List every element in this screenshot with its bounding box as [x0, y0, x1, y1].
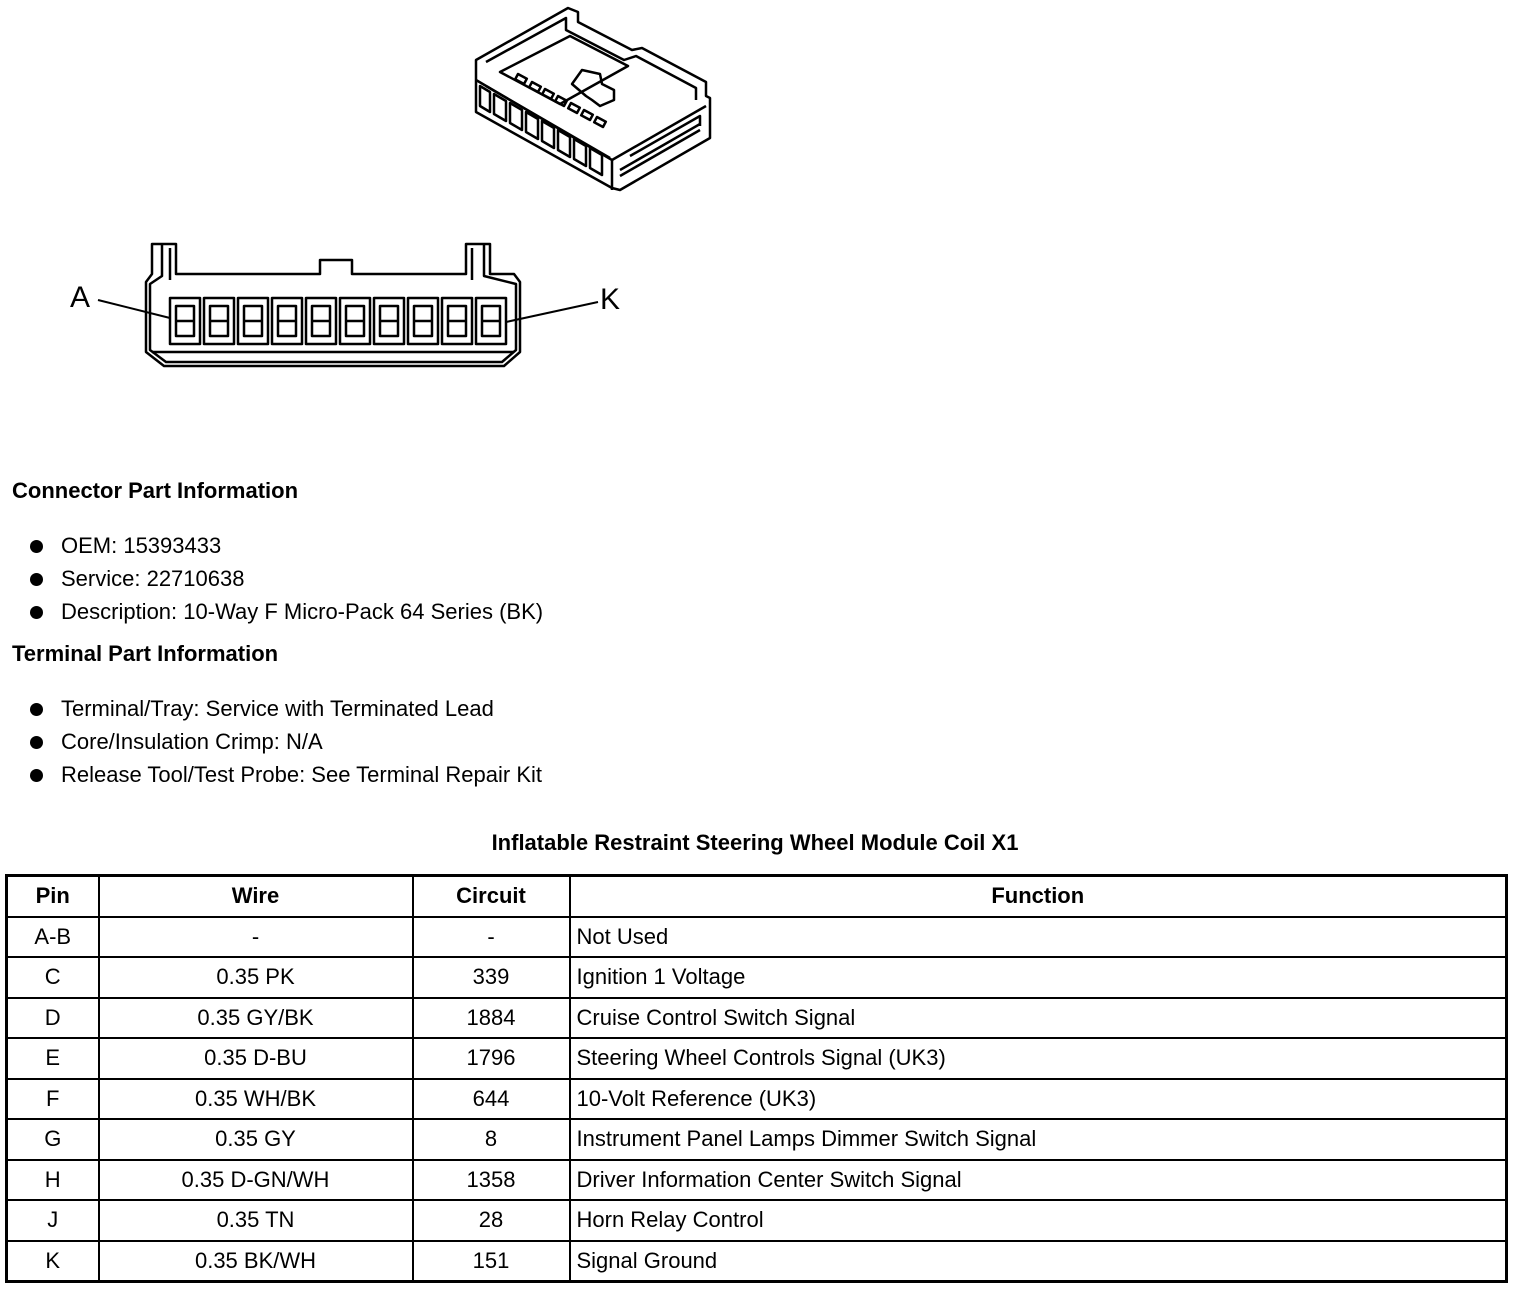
cell-pin: K — [7, 1241, 99, 1282]
terminal-part-info-list — [28, 696, 542, 795]
cell-pin: E — [7, 1038, 99, 1079]
cell-function: Ignition 1 Voltage — [570, 957, 1507, 998]
table-title: Inflatable Restraint Steering Wheel Module Coil X1 — [491, 830, 1019, 855]
pinout-table — [5, 874, 1508, 1283]
table-row — [7, 1119, 1507, 1160]
table-row — [7, 1160, 1507, 1201]
cell-circuit: 339 — [413, 957, 570, 998]
table-row — [7, 917, 1507, 958]
cell-circuit: 151 — [413, 1241, 570, 1282]
terminal-part-info-heading: Terminal Part Information — [12, 641, 279, 666]
connector-part-info-heading: Connector Part Information — [12, 478, 299, 503]
table-row — [7, 1038, 1507, 1079]
pin-k-label: K — [600, 283, 621, 316]
cell-wire: 0.35 WH/BK — [99, 1079, 413, 1120]
header-circuit: Circuit — [413, 876, 570, 917]
cell-wire: 0.35 TN — [99, 1200, 413, 1241]
cell-function: Not Used — [570, 917, 1507, 958]
cell-function: Driver Information Center Switch Signal — [570, 1160, 1507, 1201]
cell-function: Horn Relay Control — [570, 1200, 1507, 1241]
connector-front-view — [146, 244, 520, 366]
cell-circuit: 644 — [413, 1079, 570, 1120]
cell-circuit: - — [413, 917, 570, 958]
table-row — [7, 1200, 1507, 1241]
header-wire: Wire — [99, 876, 413, 917]
cell-pin: G — [7, 1119, 99, 1160]
cell-wire: 0.35 BK/WH — [99, 1241, 413, 1282]
list-item: OEM: 15393433 — [28, 533, 543, 566]
header-function: Function — [570, 876, 1507, 917]
connector-part-info-list — [28, 533, 543, 632]
cell-pin: A-B — [7, 917, 99, 958]
table-row — [7, 998, 1507, 1039]
cell-function: Signal Ground — [570, 1241, 1507, 1282]
cell-circuit: 1358 — [413, 1160, 570, 1201]
list-item: Core/Insulation Crimp: N/A — [28, 729, 542, 762]
cell-pin: J — [7, 1200, 99, 1241]
connector-diagram — [0, 0, 1520, 460]
cell-circuit: 1884 — [413, 998, 570, 1039]
cell-circuit: 1796 — [413, 1038, 570, 1079]
cell-function: Steering Wheel Controls Signal (UK3) — [570, 1038, 1507, 1079]
cell-wire: - — [99, 917, 413, 958]
cell-wire: 0.35 D-GN/WH — [99, 1160, 413, 1201]
list-item: Terminal/Tray: Service with Terminated Lead — [28, 696, 542, 729]
cell-circuit: 8 — [413, 1119, 570, 1160]
cell-wire: 0.35 PK — [99, 957, 413, 998]
cell-wire: 0.35 GY/BK — [99, 998, 413, 1039]
connector-isometric-view — [476, 8, 710, 190]
cell-pin: F — [7, 1079, 99, 1120]
cell-pin: H — [7, 1160, 99, 1201]
table-row — [7, 957, 1507, 998]
list-item: Release Tool/Test Probe: See Terminal Repair Kit — [28, 762, 542, 795]
cell-function: Cruise Control Switch Signal — [570, 998, 1507, 1039]
list-item: Service: 22710638 — [28, 566, 543, 599]
cell-function: Instrument Panel Lamps Dimmer Switch Signal — [570, 1119, 1507, 1160]
cell-circuit: 28 — [413, 1200, 570, 1241]
table-row — [7, 1241, 1507, 1282]
pin-a-leader-line — [98, 300, 170, 318]
table-row — [7, 1079, 1507, 1120]
connector-cavities — [170, 298, 506, 344]
table-header-row — [7, 876, 1507, 917]
cell-function: 10-Volt Reference (UK3) — [570, 1079, 1507, 1120]
pin-a-label: A — [70, 281, 91, 314]
list-item: Description: 10-Way F Micro-Pack 64 Series (BK) — [28, 599, 543, 632]
cell-wire: 0.35 D-BU — [99, 1038, 413, 1079]
cell-pin: D — [7, 998, 99, 1039]
cell-pin: C — [7, 957, 99, 998]
header-pin: Pin — [7, 876, 99, 917]
cell-wire: 0.35 GY — [99, 1119, 413, 1160]
